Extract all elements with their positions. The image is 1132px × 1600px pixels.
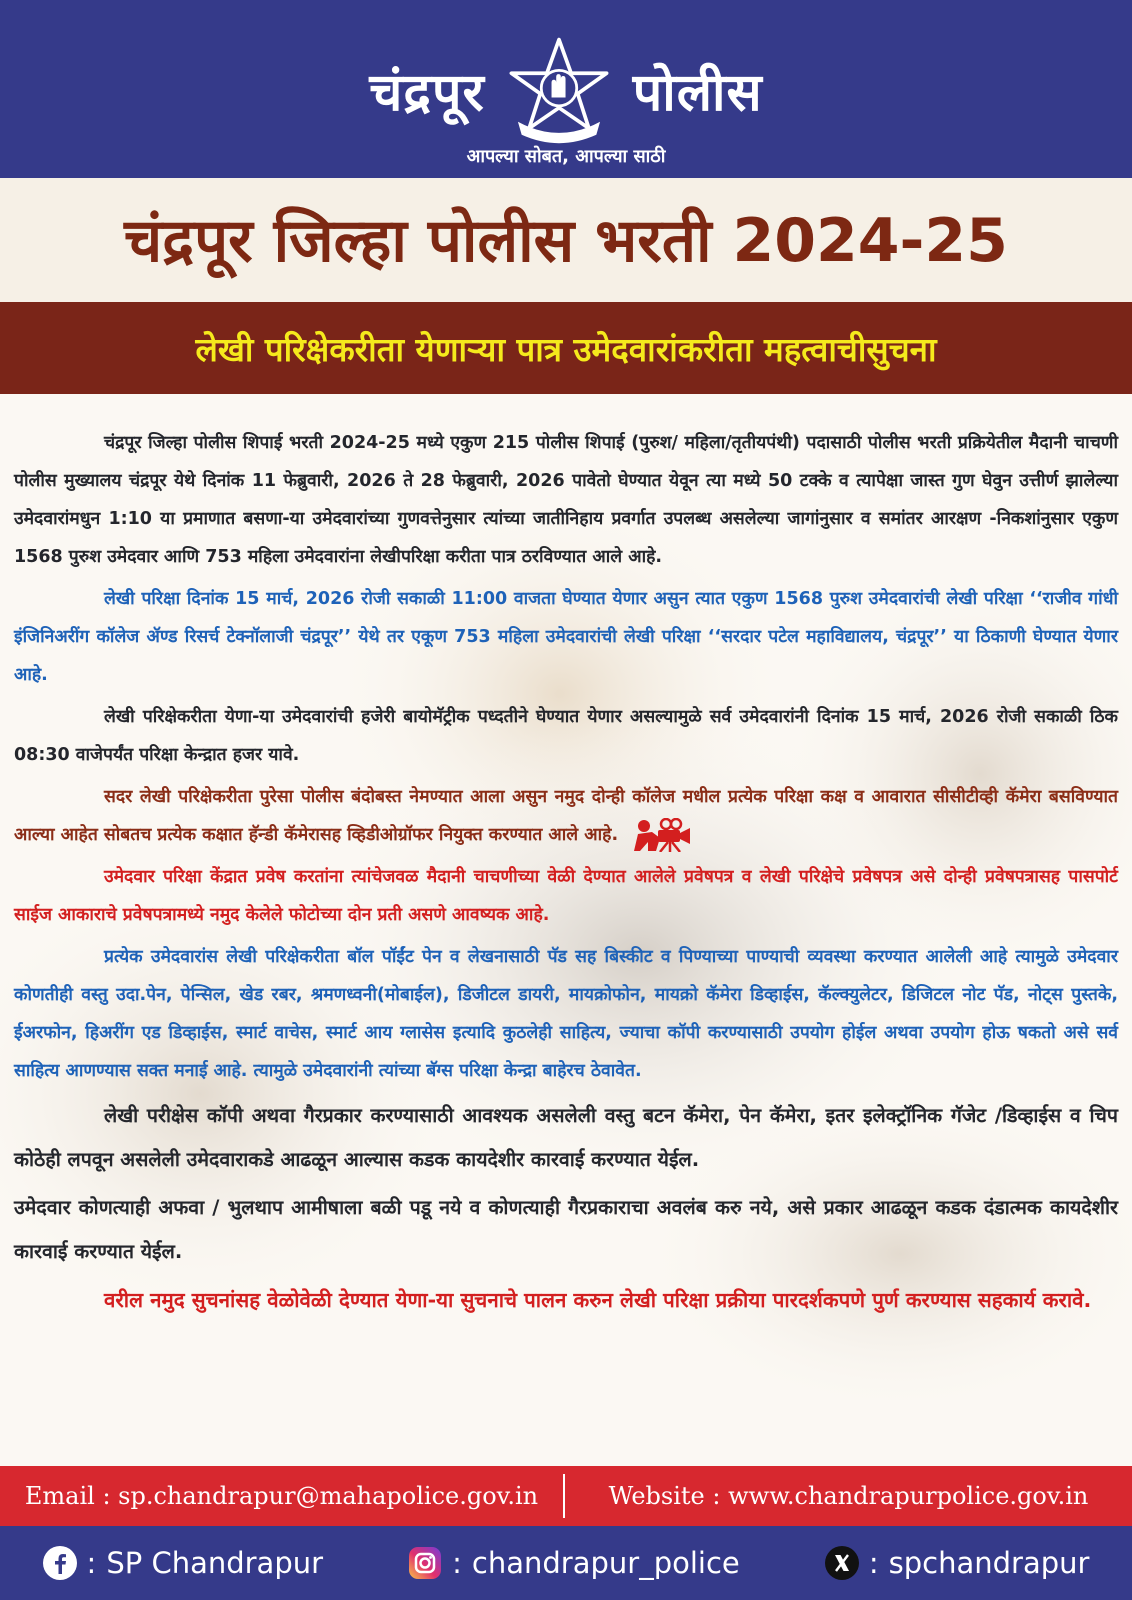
- x-link[interactable]: [825, 1546, 1090, 1580]
- notice-text: [14, 424, 1118, 1326]
- notice-banner: [0, 302, 1132, 394]
- paragraph-exam-venue: [14, 580, 1118, 694]
- paragraph-malpractice: [14, 1094, 1118, 1182]
- paragraph-security: [14, 778, 1118, 854]
- paragraph-eligibility: [14, 424, 1118, 576]
- page-title: चंद्रपूर जिल्हा पोलीस भरती 2024-25: [124, 206, 1008, 276]
- instagram-handle: chandrapur_police: [471, 1546, 740, 1580]
- instagram-separator: :: [452, 1546, 462, 1580]
- facebook-separator: :: [86, 1546, 97, 1580]
- social-bar: [0, 1526, 1132, 1600]
- instagram-icon: [408, 1546, 442, 1580]
- paragraph-prohibited-items: [14, 938, 1118, 1090]
- paragraph-exam-venue-text: लेखी परिक्षा दिनांक 15 मार्च, 2026 रोजी सकाळी 11:00 वाजता घेण्यात येणार असुन त्यात एकुण 1568 पुरुश उमेदवारांची लेखी परिक्षा ‘‘राजीव गांधी इंजिनिअरींग कॉलेज ॲण्ड रिसर्च टेक्नॉलाजी चंद्रपूर’’ येथे तर एकूण 753 महिला उमेदवारांची लेखी परिक्षा ‘‘सरदार पटेल महाविद्यालय, चंद्रपूर’’ या ठिकाणी घेण्यात येणार आहे.: [14, 589, 1118, 685]
- brand-right: पोलीस: [632, 62, 763, 123]
- paragraph-prohibited-items-text: प्रत्येक उमेदवारांस लेखी परिक्षेकरीता बॉल पॉईंट पेन व लेखनासाठी पॅड सह बिस्कीट व पिण्याच्या पाण्याची व्यवस्था करण्यात आलेली आहे त्यामुळे उमेदवार कोणतीही वस्तु उदा.पेन, पेन्सिल, खेड रबर, श्रमणध्वनी(मोबाईल), डिजीटल डायरी, मायक्रोफोन, मायक्रो कॅमेरा डिव्हाईस, कॅल्क्युलेटर, डिजिटल नोट पॅड, नोट्स पुस्तके, ईअरफोन, हिअरींग एड डिव्हाईस, स्मार्ट वाचेस, स्मार्ट आय ग्लासेस इत्यादि कुठलेही साहित्य, ज्याचा कॉपी करण्यासाठी उपयोग होईल अथवा उपयोग होऊ षकतो असे सर्व साहित्य आणण्यास सक्त मनाई आहे. त्यामुळे उमेदवारांनी त्यांच्या बॅग्स परिक्षा केन्द्रा बाहेरच ठेवावेत.: [14, 947, 1118, 1081]
- paragraph-cooperation-text: वरील नमुद सुचनांसह वेळोवेळी देण्यात येणा-या सुचनाचे पालन करुन लेखी परिक्षा प्रक्रीया पारदर्शकपणे पुर्ण करण्यास सहकार्य करावे.: [104, 1288, 1092, 1312]
- header-band: [0, 0, 1132, 178]
- facebook-link[interactable]: [43, 1546, 324, 1580]
- brand-left: चंद्रपूर: [369, 62, 485, 123]
- website-link[interactable]: Website : www.chandrapurpolice.gov.in: [608, 1482, 1089, 1510]
- email-link[interactable]: Email : sp.chandrapur@mahapolice.gov.in: [24, 1482, 539, 1510]
- paragraph-attendance-text: लेखी परिक्षेकरीता येणा-या उमेदवारांची हजेरी बायोमॅट्रीक पध्दतीने घेण्यात येणार असल्यामुळे सर्व उमेदवारांनी दिनांक 15 मार्च, 2026 रोजी सकाळी ठिक 08:30 वाजेपर्यंत परिक्षा केन्द्रात हजर यावे.: [14, 707, 1118, 765]
- x-separator: :: [868, 1546, 879, 1580]
- paragraph-admit-card: [14, 858, 1118, 934]
- x-icon: [825, 1546, 859, 1580]
- facebook-icon: [43, 1546, 77, 1580]
- paragraph-security-text: सदर लेखी परिक्षेकरीता पुरेसा पोलीस बंदोबस्त नेमण्यात आला असुन नमुद दोन्ही कॉलेज मधील प्रत्येक परिक्षा कक्ष व आवारात सीसीटीव्ही कॅमेरा बसविण्यात आल्या आहेत सोबतच प्रत्येक कक्षात हॅन्डी कॅमेरासह व्हिडीओग्रॉफर नियुक्त करण्यात आले आहे.: [14, 787, 1118, 845]
- facebook-handle: SP Chandrapur: [106, 1546, 324, 1580]
- brand-row: [0, 40, 1132, 140]
- contact-bar: [0, 1466, 1132, 1526]
- instagram-link[interactable]: [408, 1546, 740, 1580]
- paragraph-admit-card-text: उमेदवार परिक्षा केंद्रात प्रवेष करतांना त्यांचेजवळ मैदानी चाचणीच्या वेळी देण्यात आलेले प्रवेषपत्र व लेखी परिक्षेचे प्रवेषपत्र असे दोन्ही प्रवेषपत्रासह पासपोर्ट साईज आकाराचे प्रवेषपत्रामध्ये नमुद केलेले फोटोच्या दोन प्रती असणे आवष्यक आहे.: [14, 867, 1118, 925]
- banner-title: लेखी परिक्षेकरीता येणाऱ्या पात्र उमेदवारांकरीता महत्वाचीसुचना: [195, 329, 937, 369]
- police-emblem-icon: [503, 34, 615, 146]
- paragraph-rumours-text: उमेदवार कोणत्याही अफवा / भुलथाप आमीषाला बळी पडू नये व कोणत्याही गैरप्रकाराचा अवलंब करु नये, असे प्रकार आढळून कडक दंडात्मक कायदेशीर कारवाई करण्यात येईल.: [14, 1196, 1118, 1263]
- paragraph-attendance: [14, 698, 1118, 774]
- tagline: आपल्या सोबत, आपल्या साठी: [466, 146, 666, 167]
- paragraph-rumours: [14, 1186, 1118, 1274]
- paragraph-malpractice-text: लेखी परीक्षेस कॉपी अथवा गैरप्रकार करण्यासाठी आवश्यक असलेली वस्तु बटन कॅमेरा, पेन कॅमेरा, इतर इलेक्ट्रॉनिक गॅजेट /डिव्हाईस व चिप कोठेही लपवून असलेली उमेदवाराकडे आढळून आल्यास कडक कायदेशीर कारवाई करण्यात येईल.: [14, 1104, 1118, 1171]
- paragraph-cooperation: [14, 1278, 1118, 1322]
- notice-body: [0, 394, 1132, 1466]
- x-handle: spchandrapur: [888, 1546, 1090, 1580]
- videographer-camera-icon: [634, 818, 708, 852]
- paragraph-eligibility-text: चंद्रपूर जिल्हा पोलीस शिपाई भरती 2024-25 मध्ये एकुण 215 पोलीस शिपाई (पुरुश/ महिला/तृतीयपंथी) पदासाठी पोलीस भरती प्रक्रियेतील मैदानी चाचणी पोलीस मुख्यालय चंद्रपूर येथे दिनांक 11 फेब्रुवारी, 2026 ते 28 फेब्रुवारी, 2026 पावेतो घेण्यात येवून त्या मध्ये 50 टक्के व त्यापेक्षा जास्त गुण घेवुन उत्तीर्ण झालेल्या उमेदवारांमधुन 1:10 या प्रमाणात बसणा-या उमेदवारांच्या गुणवत्तेनुसार त्यांच्या जातीनिहाय प्रवर्गात उपलब्ध असलेल्या जागांनुसार व समांतर आरक्षण -निकशांनुसार एकुण 1568 पुरुश उमेदवार आणि 753 महिला उमेदवारांना लेखीपरिक्षा करीता पात्र ठरविण्यात आले आहे.: [14, 433, 1118, 567]
